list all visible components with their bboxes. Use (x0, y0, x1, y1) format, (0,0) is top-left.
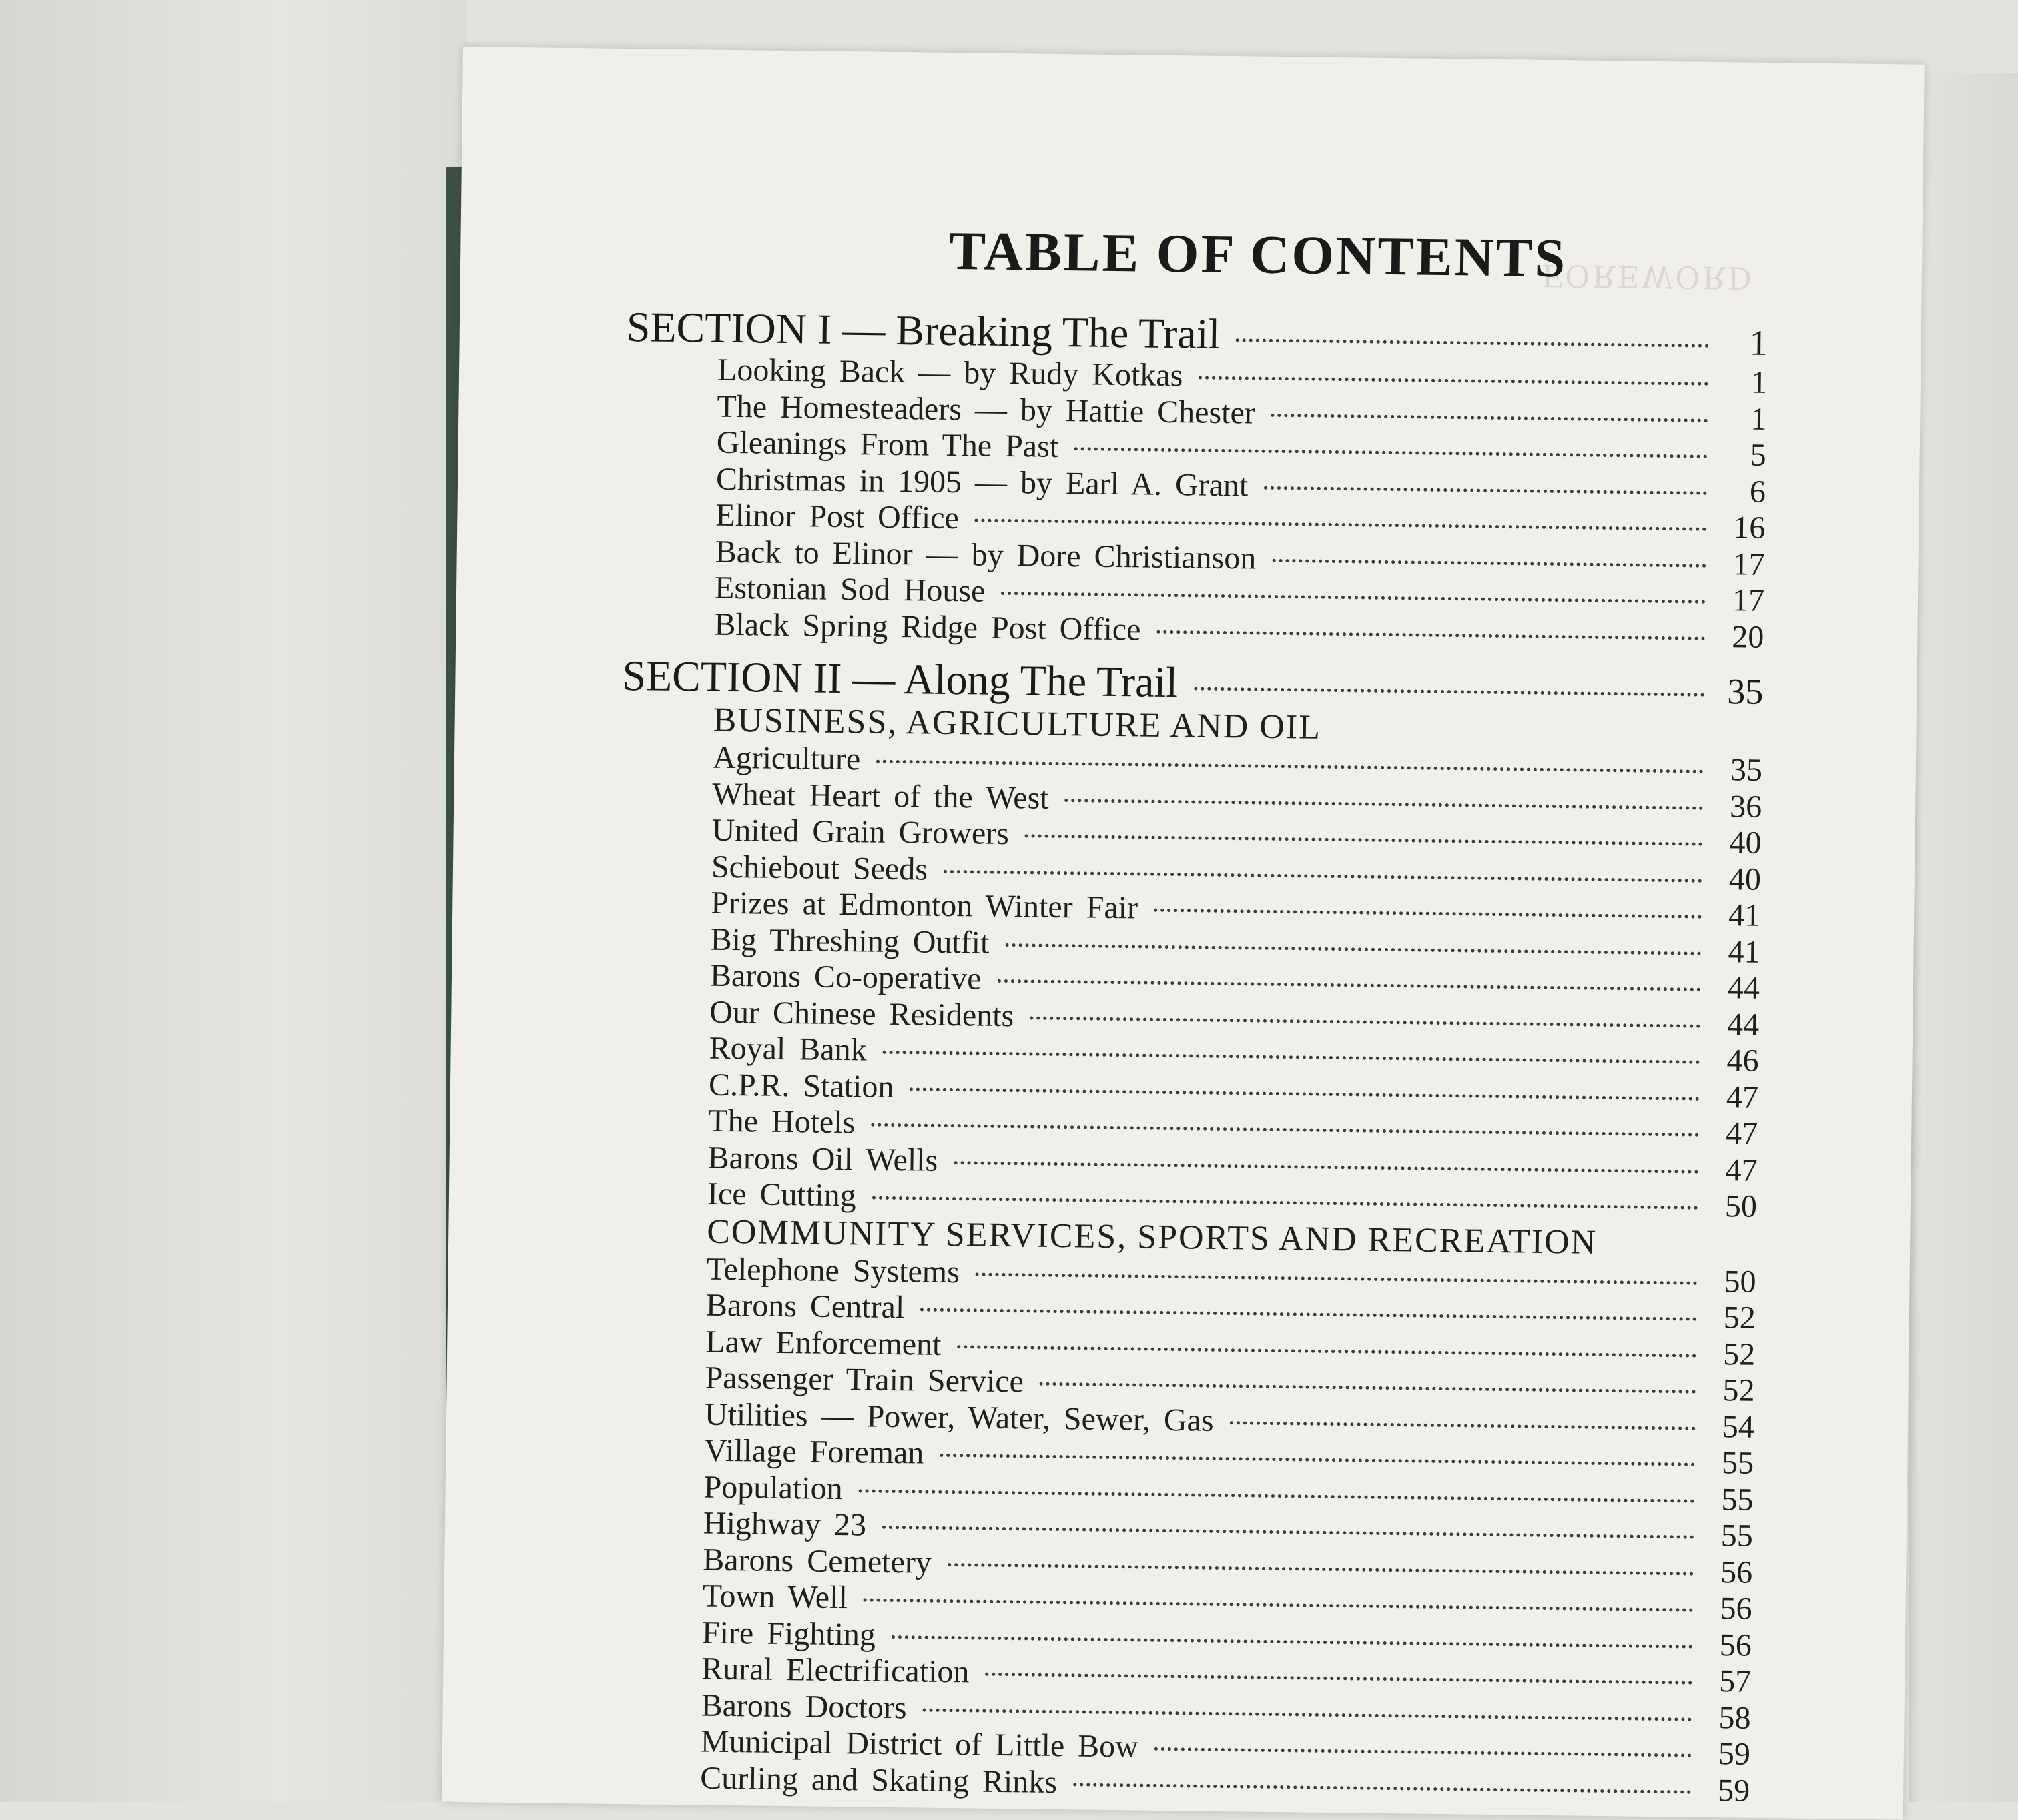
page-number: 35 (1726, 671, 1764, 712)
entry-title: Curling and Skating Rinks (700, 1760, 1058, 1800)
bleed-through-text: FOREWORD (1541, 257, 1754, 296)
dot-leader (923, 1708, 1692, 1721)
entry-title: Looking Back — by Rudy Kotkas (717, 352, 1183, 394)
entry-title: Back to Elinor — by Dore Christianson (715, 534, 1257, 576)
left-page-blank (0, 0, 467, 1802)
page-number: 36 (1729, 788, 1762, 825)
page-number: 1 (1749, 322, 1768, 363)
dot-leader (1040, 1382, 1696, 1394)
page-number: 47 (1725, 1115, 1758, 1152)
dot-leader (920, 1308, 1697, 1321)
entry-title: Barons Oil Wells (707, 1140, 938, 1178)
dot-leader (883, 1051, 1700, 1064)
page-number: 59 (1718, 1736, 1751, 1772)
dot-leader (1156, 630, 1705, 640)
page-number: 35 (1730, 752, 1763, 788)
dot-leader (940, 1454, 1695, 1466)
dot-leader (1154, 909, 1702, 919)
page-number: 40 (1729, 825, 1762, 861)
dot-leader (1025, 834, 1703, 845)
dot-leader (1264, 486, 1707, 494)
entry-title: C.P.R. Station (708, 1067, 894, 1105)
dot-leader (1194, 687, 1704, 696)
entry-title: Municipal District of Little Bow (700, 1723, 1139, 1765)
dot-leader (948, 1563, 1694, 1576)
dot-leader (1272, 558, 1706, 567)
page-number: 1 (1750, 401, 1767, 437)
page-number: 55 (1721, 1445, 1754, 1481)
dot-leader (871, 1123, 1699, 1137)
page-number: 16 (1733, 510, 1766, 546)
dot-leader (872, 1196, 1698, 1210)
page-number: 50 (1724, 1188, 1758, 1224)
entry-title: Gleanings From The Past (716, 424, 1059, 464)
dot-leader (876, 760, 1704, 773)
subsection-heading: BUSINESS, AGRICULTURE AND OIL (713, 701, 1322, 747)
page-number: 56 (1720, 1590, 1752, 1627)
entry-title: Town Well (702, 1578, 848, 1616)
entry-title: Utilities — Power, Water, Sewer, Gas (704, 1396, 1214, 1438)
page-number: 41 (1728, 897, 1761, 933)
page-number: 20 (1732, 618, 1764, 655)
entry-title: Royal Bank (709, 1030, 867, 1068)
entry-title: Our Chinese Residents (709, 994, 1014, 1033)
entry-title: Barons Cemetery (703, 1542, 932, 1580)
dot-leader (957, 1345, 1696, 1358)
page-number: 44 (1727, 970, 1760, 1006)
dot-leader (975, 518, 1707, 530)
entry-title: Ice Cutting (707, 1176, 856, 1214)
page-number: 40 (1728, 861, 1762, 897)
page-number: 55 (1721, 1481, 1754, 1518)
entry-title: Agriculture (712, 739, 861, 777)
dot-leader (1005, 943, 1701, 955)
page-number: 56 (1720, 1554, 1753, 1590)
entry-title: Big Threshing Outfit (710, 921, 990, 961)
entry-title: Passenger Train Service (705, 1360, 1024, 1400)
page-number: 47 (1726, 1079, 1759, 1115)
dot-leader (944, 869, 1702, 882)
page-number: 52 (1723, 1300, 1756, 1336)
toc-content (609, 215, 1769, 1809)
dot-leader (1230, 1421, 1696, 1430)
entry-title: Christmas in 1905 — by Earl A. Grant (715, 461, 1249, 503)
entry-title: Barons Doctors (701, 1687, 907, 1725)
dot-leader (864, 1599, 1694, 1612)
dot-leader (1154, 1747, 1692, 1757)
page-number: 55 (1720, 1518, 1754, 1554)
dot-leader (1236, 338, 1709, 348)
entry-title: Village Foreman (703, 1432, 924, 1471)
dot-leader (1065, 799, 1704, 810)
dot-leader (997, 979, 1700, 991)
dot-leader (892, 1635, 1693, 1649)
page-number: 44 (1726, 1006, 1760, 1043)
dot-leader (954, 1161, 1698, 1174)
dot-leader (1030, 1016, 1700, 1027)
page-number: 5 (1750, 437, 1766, 473)
section-label: SECTION II — Along The Trail (622, 651, 1179, 707)
page-number: 57 (1718, 1663, 1752, 1699)
page-title: TABLE OF CONTENTS (948, 219, 1568, 289)
dot-leader (859, 1489, 1695, 1502)
entry-title: The Hotels (708, 1103, 856, 1141)
page-number: 56 (1719, 1627, 1752, 1663)
page-number: 41 (1728, 933, 1760, 970)
page-number: 58 (1718, 1699, 1751, 1736)
entry-title: Barons Central (705, 1287, 905, 1326)
page-number: 52 (1722, 1336, 1756, 1372)
toc-body (609, 305, 1768, 1809)
dot-leader (1001, 592, 1706, 604)
entry-title: Fire Fighting (701, 1615, 876, 1653)
page-number: 17 (1732, 546, 1765, 582)
dot-leader (910, 1087, 1700, 1100)
entry-title: Barons Co-operative (709, 957, 982, 997)
entry-title: United Grain Growers (711, 812, 1010, 852)
section-label: SECTION I — Breaking The Trail (626, 303, 1221, 358)
next-page-edge (1909, 73, 2018, 1802)
page-number: 17 (1732, 582, 1765, 618)
book-page (442, 47, 1925, 1820)
dot-leader (1271, 413, 1708, 422)
entry-title: The Homesteaders — by Hattie Chester (717, 388, 1256, 431)
subsection-heading: COMMUNITY SERVICES, SPORTS AND RECREATION (706, 1212, 1598, 1262)
entry-title: Elinor Post Office (715, 497, 960, 536)
dot-leader (1074, 447, 1708, 458)
page-number: 6 (1749, 474, 1766, 510)
dot-leader (1073, 1783, 1691, 1793)
entry-title: Highway 23 (703, 1505, 867, 1543)
entry-title: Telephone Systems (706, 1251, 960, 1290)
entry-title: Black Spring Ridge Post Office (714, 606, 1141, 647)
dot-leader (976, 1272, 1698, 1284)
entry-title: Prizes at Edmonton Winter Fair (711, 885, 1138, 926)
page-number: 50 (1724, 1263, 1756, 1300)
page-number: 52 (1722, 1372, 1755, 1408)
dot-leader (1199, 376, 1708, 386)
page-number: 59 (1717, 1772, 1750, 1809)
page-number: 1 (1750, 364, 1768, 400)
entry-title: Estonian Sod House (714, 570, 986, 609)
page-number: 47 (1725, 1152, 1758, 1188)
entry-title: Wheat Heart of the West (712, 776, 1050, 816)
entry-title: Population (703, 1469, 843, 1506)
dot-leader (882, 1526, 1694, 1539)
dot-leader (985, 1673, 1692, 1685)
entry-title: Rural Electrification (701, 1651, 970, 1690)
page-number: 46 (1726, 1043, 1759, 1079)
page-number: 54 (1722, 1408, 1755, 1445)
entry-title: Schiebout Seeds (711, 849, 928, 887)
entry-title: Law Enforcement (705, 1324, 942, 1362)
